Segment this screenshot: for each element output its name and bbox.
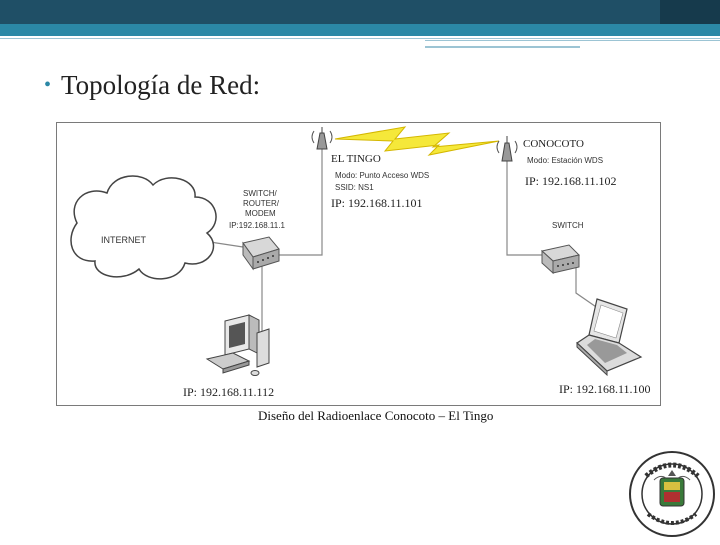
desktop-ip: IP: 192.168.11.112 (183, 385, 275, 399)
el-tingo-name: EL TINGO (331, 153, 381, 165)
switch-label: SWITCH (552, 221, 584, 230)
header-bar-dark (660, 0, 720, 24)
laptop-icon (577, 299, 641, 375)
network-diagram (56, 122, 661, 406)
router-label-line2: ROUTER/ (243, 199, 279, 208)
internet-label: INTERNET (101, 235, 146, 245)
header-bar (0, 0, 720, 24)
cloud-icon (71, 176, 216, 279)
router-label-line3: MODEM (245, 209, 276, 218)
conocoto-mode: Modo: Estación WDS (527, 156, 604, 165)
diagram-canvas (57, 123, 660, 405)
el-tingo-mode: Modo: Punto Acceso WDS (335, 171, 430, 180)
desktop-computer-icon (207, 315, 269, 376)
slide-title (44, 70, 260, 101)
bullet-icon: • (44, 74, 52, 96)
header-band (0, 24, 720, 36)
slide-title-text: Topología de Red: (61, 70, 261, 100)
laptop-ip: IP: 192.168.11.100 (559, 382, 651, 396)
conocoto-name: CONOCOTO (523, 138, 584, 150)
router-icon (243, 237, 279, 269)
router-ip: IP:192.168.11.1 (229, 221, 285, 230)
diagram-caption: Diseño del Radioenlace Conocoto – El Tingo (258, 408, 494, 423)
antenna-icon (312, 127, 332, 149)
el-tingo-ip: IP: 192.168.11.101 (331, 196, 423, 210)
antenna-icon (497, 136, 517, 161)
el-tingo-ssid: SSID: NS1 (335, 183, 374, 192)
router-label-line1: SWITCH/ (243, 189, 277, 198)
header-rule (0, 38, 720, 39)
lightning-icon (335, 127, 499, 155)
header-rule (425, 40, 720, 41)
seal-graphic (624, 448, 718, 540)
university-seal-icon (624, 448, 718, 540)
switch-icon (542, 245, 579, 273)
conocoto-ip: IP: 192.168.11.102 (525, 174, 617, 188)
header-rule (425, 46, 580, 48)
